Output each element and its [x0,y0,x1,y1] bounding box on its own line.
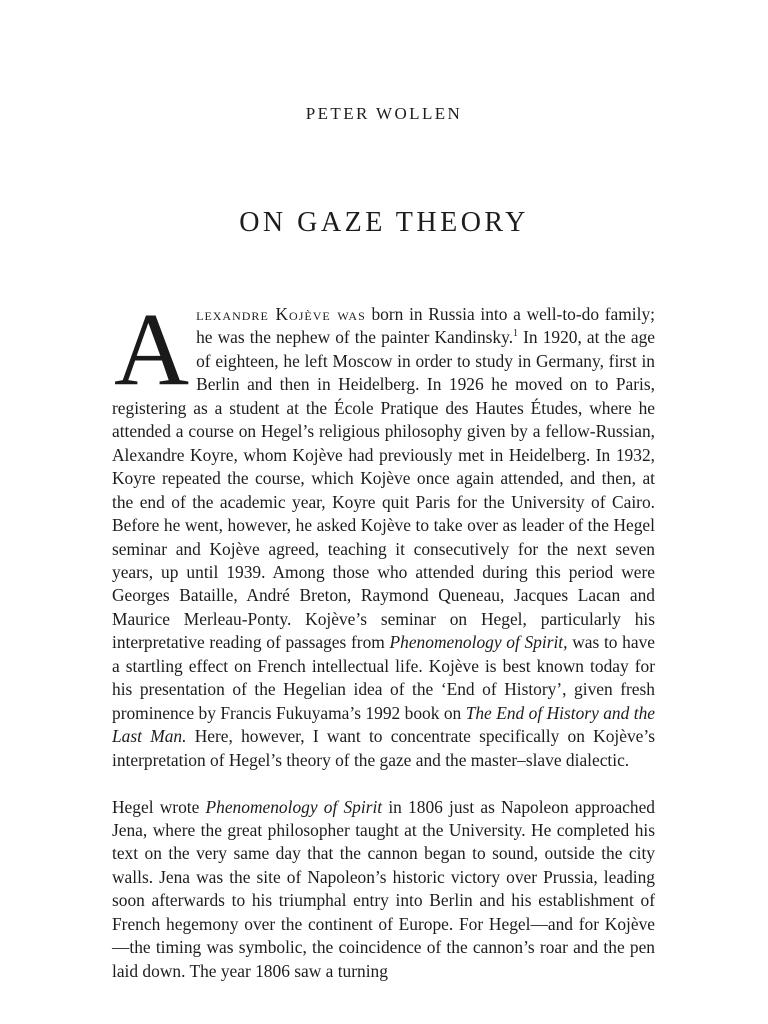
paragraph-1-text-d: Here, however, I want to concentrate specifically on Kojève’s interpretation of Hegel’s theory of the gaze and the master–slave dialectic. [112,726,655,770]
book-title-end-of-history: The End of History and the Last Man. [112,702,655,747]
paragraph-2-text-b: in 1806 just as Napoleon approached Jena, where the great philosopher taught at the University. He completed his text on the very same day that the cannon began to sound, outside the city walls. Jena was the site of Napoleon’s historic victory over Prussia, leading soon afterwards to his triumphal entry into Berlin and his establishment of French hegemony over the continent of Europe. For Hegel—and for Kojève—the timing was symbolic, the coincidence of the cannon’s roar and the pen laid down. The year 1806 saw a turning [112,796,655,981]
footnote-marker[interactable]: 1 [513,328,519,340]
book-title-phenomenology-2: Phenomenology of Spirit [205,796,383,817]
paragraph-1-text-b: In 1920, at the age of eighteen, he left Moscow in order to study in Germany, first in Berlin and then in Heidelberg. In 1926 he moved on to Paris, registering as a student at the École Pratique des Hautes Études, where he attended a course on Hegel’s religious philosophy given by a fellow-Russian, Alexandre Koyre, whom Kojève had previously met in Heidelberg. In 1932, Koyre repeated the course, which Kojève once again attended, and then, at the end of the academic year, Koyre quit Paris for the University of Cairo. Before he went, however, he asked Kojève to take over as leader of the Hegel seminar and Kojève agreed, teaching it consecutively for the next seven years, up until 1939. Among those who attended during this period were Georges Bataille, André Breton, Raymond Queneau, Jacques Lacan and Maurice Merleau-Ponty. Kojève’s seminar on Hegel, particularly his interpretative reading of passages from [112,327,655,653]
paragraph-1-text-a: born in Russia into a well-to-do family; he was the nephew of the painter Kandinsky. [196,304,655,348]
paragraph-2-text-a: Hegel wrote [112,796,206,817]
lead-in-smallcaps: lexandre Kojève was [196,304,366,324]
author-name: PETER WOLLEN [305,104,463,124]
book-title-phenomenology: Phenomenology of Spirit, [389,632,568,653]
paragraph-1 [112,292,656,772]
paragraph-1-text-c: was to have a startling effect on French intellectual life. Kojève is best known today for his presentation of the Hegelian idea of the ‘End of History’, given fresh prominence by Francis Fukuyama’s 1992 book on [112,632,656,723]
drop-cap: A [114,292,190,407]
article-body [112,292,656,983]
paragraph-2 [112,796,655,984]
article-title: ON GAZE THEORY [239,207,529,239]
